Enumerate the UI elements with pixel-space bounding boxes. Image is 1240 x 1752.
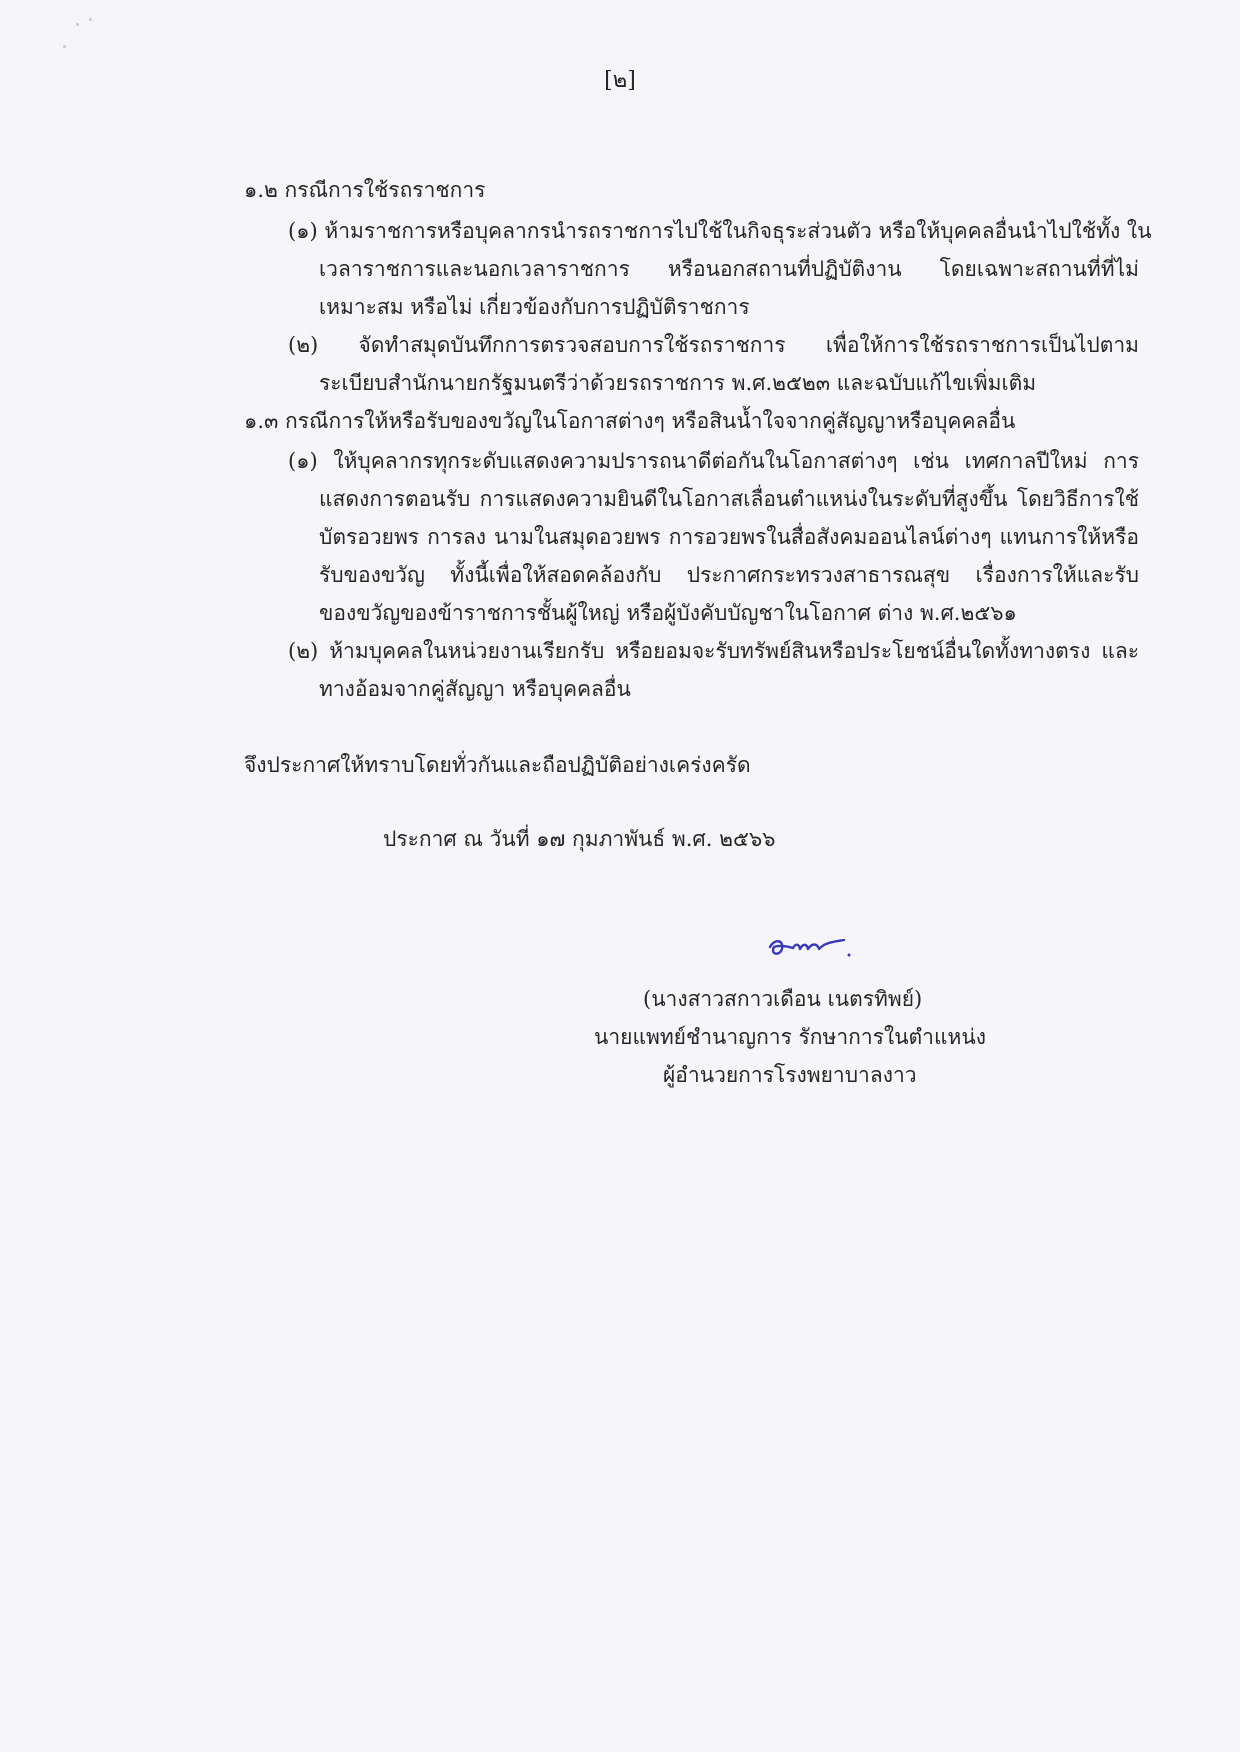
scan-speck xyxy=(63,45,66,48)
section-1-2-item-1-line-2: เวลาราชการและนอกเวลาราชการ หรือนอกสถานที่ปฏิบัติงาน โดยเฉพาะสถานที่ที่ไม่ xyxy=(319,257,1139,281)
scan-speck xyxy=(89,18,92,21)
page-number: [๒] xyxy=(604,68,636,93)
signatory-name: (นางสาวสกาวเดือน เนตรทิพย์) xyxy=(643,987,923,1011)
signature-mark xyxy=(760,925,880,975)
closing-statement: จึงประกาศให้ทราบโดยทั่วกันและถือปฏิบัติอย่างเคร่งครัด xyxy=(244,753,751,777)
section-1-2-item-2-line-1: (๒) จัดทำสมุดบันทึกการตรวจสอบการใช้รถราชการ เพื่อให้การใช้รถราชการเป็นไปตาม xyxy=(288,333,1139,357)
section-1-2-item-1-line-1: (๑) ห้ามราชการหรือบุคลากรนำรถราชการไปใช้ในกิจธุระส่วนตัว หรือให้บุคคลอื่นนำไปใช้ทั้ง ใน xyxy=(288,219,1152,243)
section-1-3-heading: ๑.๓ กรณีการให้หรือรับของขวัญในโอกาสต่างๆ หรือสินน้ำใจจากคู่สัญญาหรือบุคคลอื่น xyxy=(244,409,1016,433)
section-1-3-item-2-line-2: ทางอ้อมจากคู่สัญญา หรือบุคคลอื่น xyxy=(319,677,631,701)
scan-speck xyxy=(76,23,79,26)
section-1-3-item-2-line-1: (๒) ห้ามบุคคลในหน่วยงานเรียกรับ หรือยอมจะรับทรัพย์สินหรือประโยชน์อื่นใดทั้งทางตรง และ xyxy=(288,639,1139,663)
announcement-date: ประกาศ ณ วันที่ ๑๗ กุมภาพันธ์ พ.ศ. ๒๕๖๖ xyxy=(383,827,776,851)
signatory-position: นายแพทย์ชำนาญการ รักษาการในตำแหน่ง xyxy=(594,1025,986,1049)
section-1-2-heading: ๑.๒ กรณีการใช้รถราชการ xyxy=(244,178,486,202)
section-1-3-item-1-line-2: แสดงการตอนรับ การแสดงความยินดีในโอกาสเลื่อนตำแหน่งในระดับที่สูงขึ้น โดยวิธีการใช้ xyxy=(319,487,1139,511)
section-1-3-item-1-line-5: ของขวัญของข้าราชการชั้นผู้ใหญ่ หรือผู้บังคับบัญชาในโอกาศ ต่าง พ.ศ.๒๕๖๑ xyxy=(319,601,1017,625)
section-1-2-item-2-line-2: ระเบียบสำนักนายกรัฐมนตรีว่าด้วยรถราชการ พ.ศ.๒๕๒๓ และฉบับแก้ไขเพิ่มเติม xyxy=(319,371,1037,395)
section-1-2-item-1-line-3: เหมาะสม หรือไม่ เกี่ยวข้องกับการปฏิบัติราชการ xyxy=(319,295,750,319)
signatory-title: ผู้อำนวยการโรงพยาบาลงาว xyxy=(663,1063,917,1087)
section-1-3-item-1-line-1: (๑) ให้บุคลากรทุกระดับแสดงความปรารถนาดีต่อกันในโอกาสต่างๆ เช่น เทศกาลปีใหม่ การ xyxy=(288,449,1139,473)
section-1-3-item-1-line-4: รับของขวัญ ทั้งนี้เพื่อให้สอดคล้องกับ ประกาศกระทรวงสาธารณสุข เรื่องการให้และรับ xyxy=(319,563,1139,587)
signature-stroke xyxy=(770,940,844,954)
section-1-3-item-1-line-3: บัตรอวยพร การลง นามในสมุดอวยพร การอวยพรในสื่อสังคมออนไลน์ต่างๆ แทนการให้หรือ xyxy=(319,525,1139,549)
signature-dot xyxy=(848,954,851,957)
